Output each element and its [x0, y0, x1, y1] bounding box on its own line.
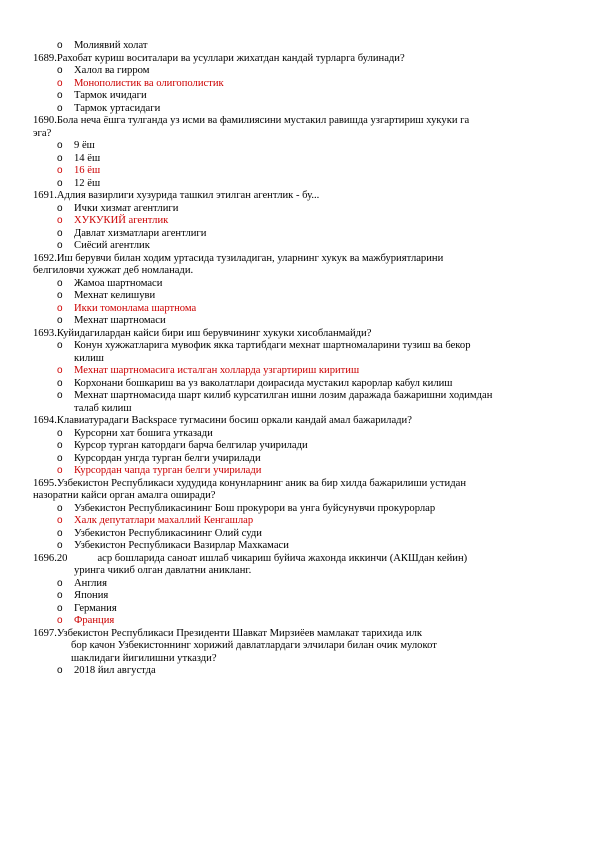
answer-option — [0, 228, 595, 241]
answer-option — [0, 203, 595, 216]
answer-option — [0, 453, 595, 466]
option-text: Монополистик ва олигополистик — [74, 77, 224, 89]
bullet-icon: o — [57, 227, 63, 239]
question-1695-continued: назоратни кайси орган амалга оширади? — [33, 490, 216, 501]
option-text: Халк депутатлари махаллий Кенгашлар — [74, 515, 254, 526]
bullet-icon: o — [57, 377, 63, 389]
question-text: аср бошларида саноат ишлаб чикариш буйича жахонда иккинчи (АКШдан кейин) — [97, 552, 468, 564]
answer-option — [0, 440, 595, 453]
answer-option — [0, 390, 595, 403]
bullet-icon: o — [57, 315, 63, 326]
option-text: Конун хужжатларига мувофик якка тартибдаги мехнат шартномаларини тузиш ва бекор — [74, 340, 471, 351]
option-text: Корхонани бошкариш ва уз ваколатлари доирасида мустакил карорлар кабул килиш — [74, 377, 453, 389]
question-1694: 1694.Клавиатурадаги Backspace тугмасини босиш оркали кандай амал бажарилади? — [33, 415, 412, 426]
question-1697-continued: шаклидаги йигилишни утказди? — [71, 652, 217, 664]
answer-option — [0, 178, 595, 191]
bullet-icon: o — [57, 452, 63, 464]
question-1692-continued: белгиловчи хужжат деб номланади. — [33, 265, 194, 276]
answer-option — [0, 503, 595, 516]
bullet-icon: o — [57, 427, 63, 439]
answer-option — [0, 378, 595, 391]
answer-option-correct — [0, 365, 595, 378]
option-text: Мехнат келишуви — [74, 290, 156, 301]
option-text: 2018 йил августда — [74, 665, 156, 676]
option-text: ХУКУКИЙ агентлик — [74, 215, 169, 226]
answer-option-correct — [0, 165, 595, 178]
option-text: Курсор турган катордаги барча белгилар учирилади — [74, 440, 308, 451]
option-text: Узбекистон Республикасининг Бош прокурори ва унга буйсунувчи прокурорлар — [74, 502, 436, 514]
option-text: Германия — [74, 602, 117, 614]
question-1697: 1697.Узбекистон Республикаси Президенти Шавкат Мирзиёев мамлакат тарихида илк — [33, 627, 423, 639]
option-text: Халол ва гирром — [74, 65, 150, 76]
answer-option — [0, 65, 595, 78]
answer-option — [0, 153, 595, 166]
answer-option-continued: килиш — [74, 352, 104, 364]
question-1696 — [0, 553, 595, 566]
bullet-icon: o — [57, 540, 63, 551]
option-text: Сиёсий агентлик — [74, 240, 150, 251]
bullet-icon: o — [57, 602, 63, 614]
question-number: 1696.20 — [33, 552, 68, 564]
answer-option — [0, 40, 595, 53]
bullet-icon: o — [57, 390, 63, 401]
option-text: Давлат хизматлари агентлиги — [74, 227, 207, 239]
option-text: Жамоа шартномаси — [74, 277, 163, 289]
bullet-icon: o — [57, 140, 63, 151]
option-text: Мехнат шартномасига исталган холларда узгартириш киритиш — [74, 365, 360, 376]
question-1695: 1695.Узбекистон Республикаси худудида конунларнинг аник ва бир хилда бажарилиши устидан — [33, 477, 466, 489]
answer-option-correct — [0, 515, 595, 528]
bullet-icon: o — [57, 290, 63, 301]
question-1691: 1691.Адлия вазирлиги хузурида ташкил этилган агентлик - бу... — [33, 190, 320, 201]
bullet-icon: o — [57, 465, 63, 476]
question-1690: 1690.Бола неча ёшга тулганда уз исми ва фамилиясини мустакил равишда узгартириш хукуки га — [33, 115, 470, 126]
answer-option — [0, 540, 595, 553]
answer-option-correct — [0, 465, 595, 478]
answer-option — [0, 603, 595, 616]
option-text: 12 ёш — [74, 177, 101, 189]
answer-option — [0, 528, 595, 541]
answer-option — [0, 90, 595, 103]
bullet-icon: o — [57, 202, 63, 214]
question-1692: 1692.Иш берувчи билан ходим уртасида тузиладиган, уларнинг хукук ва мажбуриятларини — [33, 252, 444, 264]
question-1697-continued: бор качон Узбекистоннинг хорижий давлатлардаги элчилари билан очик мулокот — [71, 640, 437, 651]
option-text: Молиявий холат — [74, 40, 148, 51]
bullet-icon: o — [57, 365, 63, 376]
answer-option — [0, 278, 595, 291]
bullet-icon: o — [57, 90, 63, 101]
option-text: 9 ёш — [74, 140, 95, 151]
answer-option — [0, 315, 595, 328]
option-text: Англия — [74, 577, 107, 589]
question-list — [0, 40, 595, 678]
answer-option — [0, 240, 595, 253]
bullet-icon: o — [57, 615, 63, 626]
question-1693: 1693.Куйидагилардан кайси бири иш берувчининг хукуки хисобланмайди? — [33, 327, 372, 339]
question-1689: 1689.Рахобат куриш воситалари ва усуллари жихатдан кандай турларга булинади? — [33, 52, 405, 64]
option-text: Япония — [74, 590, 109, 601]
option-text: Курсордан чапда турган белги учирилади — [74, 465, 262, 476]
answer-option-continued: талаб килиш — [74, 402, 132, 414]
option-text: Мехнат шартномасида шарт килиб курсатилган ишни лозим даражада бажаришни ходимдан — [74, 390, 493, 401]
bullet-icon: o — [57, 665, 63, 676]
answer-option — [0, 340, 595, 353]
bullet-icon: o — [57, 277, 63, 289]
option-text: Тармок уртасидаги — [74, 102, 161, 114]
bullet-icon: o — [57, 215, 63, 226]
answer-option-correct — [0, 215, 595, 228]
bullet-icon: o — [57, 40, 63, 51]
option-text: Узбекистон Республикаси Вазирлар Махкамаси — [74, 540, 289, 551]
option-text: Курсорни хат бошига утказади — [74, 427, 213, 439]
option-text: Мехнат шартномаси — [74, 315, 166, 326]
bullet-icon: o — [57, 165, 63, 176]
bullet-icon: o — [57, 440, 63, 451]
bullet-icon: o — [57, 177, 63, 189]
option-text: Тармок ичидаги — [74, 90, 147, 101]
answer-option — [0, 590, 595, 603]
bullet-icon: o — [57, 77, 63, 89]
bullet-icon: o — [57, 240, 63, 251]
answer-option — [0, 103, 595, 116]
option-text: Ички хизмат агентлиги — [74, 202, 179, 214]
option-text: 16 ёш — [74, 165, 101, 176]
answer-option — [0, 428, 595, 441]
question-1690-continued: эга? — [33, 127, 52, 139]
option-text: Курсордан унгда турган белги учирилади — [74, 452, 261, 464]
option-text: Франция — [74, 615, 115, 626]
answer-option — [0, 140, 595, 153]
bullet-icon: o — [57, 527, 63, 539]
answer-option-correct — [0, 78, 595, 91]
bullet-icon: o — [57, 102, 63, 114]
answer-option-correct — [0, 615, 595, 628]
bullet-icon: o — [57, 65, 63, 76]
bullet-icon: o — [57, 340, 63, 351]
bullet-icon: o — [57, 152, 63, 164]
option-text: 14 ёш — [74, 152, 101, 164]
bullet-icon: o — [57, 515, 63, 526]
answer-option — [0, 665, 595, 678]
question-1696-continued: уринга чикиб олган давлатни аникланг. — [74, 565, 252, 576]
option-text: Узбекистон Республикасининг Олий суди — [74, 527, 262, 539]
bullet-icon: o — [57, 577, 63, 589]
answer-option — [0, 578, 595, 591]
bullet-icon: o — [57, 590, 63, 601]
option-text: Икки томонлама шартнома — [74, 302, 197, 314]
bullet-icon: o — [57, 302, 63, 314]
answer-option-correct — [0, 303, 595, 316]
answer-option — [0, 290, 595, 303]
bullet-icon: o — [57, 502, 63, 514]
